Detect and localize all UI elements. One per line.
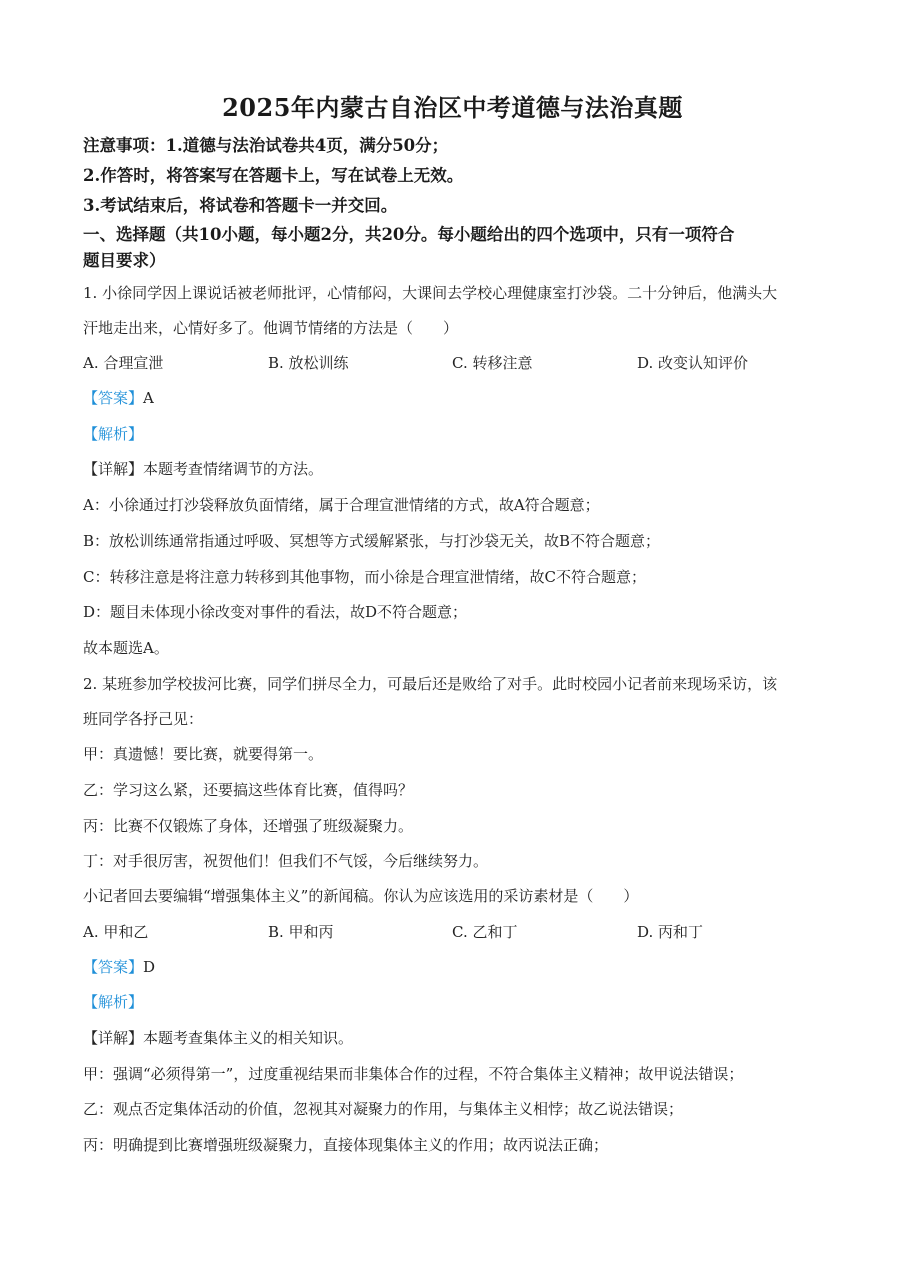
q2-stem-line-5: 丙：比赛不仅锻炼了身体，还增强了班级凝聚力。 [83,817,414,835]
q2-detail-1: 【详解】本题考查集体主义的相关知识。 [83,1029,354,1047]
q2-stem-line-1: 2. 某班参加学校拔河比赛，同学们拼尽全力，可最后还是败给了对手。此时校园小记者前来现场采访，该 [83,675,778,693]
q1-option-c: C. 转移注意 [452,354,533,372]
answer-tag: 【答案】 [83,958,144,976]
q2-detail-2: 甲：强调“必须得第一”，过度重视结果而非集体合作的过程，不符合集体主义精神；故甲说法错误； [83,1065,744,1083]
section-heading: 一、选择题（共10小题，每小题2分，共20分。每小题给出的四个选项中，只有一项符合 [83,225,735,244]
q2-stem-line-3: 甲：真遗憾！要比赛，就要得第一。 [83,745,324,763]
q2-stem-line-2: 班同学各抒己见： [83,710,204,728]
page-title: 2025年内蒙古自治区中考道德与法治真题 [222,93,683,122]
q2-stem-line-6: 丁：对手很厉害，祝贺他们！但我们不气馁，今后继续努力。 [83,852,489,870]
q2-answer [83,956,155,977]
q2-analysis-tag: 【解析】 [83,993,144,1011]
q1-stem-line-2: 汗地走出来，心情好多了。他调节情绪的方法是（ ） [83,319,459,337]
q1-detail-2: A：小徐通过打沙袋释放负面情绪，属于合理宣泄情绪的方式，故A符合题意； [83,496,600,514]
q1-detail-3: B：放松训练通常指通过呼吸、冥想等方式缓解紧张，与打沙袋无关，故B不符合题意； [83,532,661,550]
note-1: 注意事项：1.道德与法治试卷共4页，满分50分； [83,136,449,155]
q1-detail-1: 【详解】本题考查情绪调节的方法。 [83,460,324,478]
note-2: 2.作答时，将答案写在答题卡上，写在试卷上无效。 [83,166,464,185]
answer-value: D [143,958,156,976]
q2-option-a: A. 甲和乙 [83,923,149,941]
answer-value: A [143,389,154,407]
q2-option-d: D. 丙和丁 [637,923,704,941]
q2-stem-line-7: 小记者回去要编辑“增强集体主义”的新闻稿。你认为应该选用的采访素材是（ ） [83,887,639,905]
q2-option-b: B. 甲和丙 [268,923,334,941]
q2-detail-4: 丙：明确提到比赛增强班级凝聚力，直接体现集体主义的作用；故丙说法正确； [83,1136,609,1154]
q1-stem-line-1: 1. 小徐同学因上课说话被老师批评，心情郁闷，大课间去学校心理健康室打沙袋。二十分钟后，他满头大 [83,284,778,302]
q1-answer [83,387,154,408]
q2-detail-3: 乙：观点否定集体活动的价值，忽视其对凝聚力的作用，与集体主义相悖；故乙说法错误； [83,1100,684,1118]
q2-option-c: C. 乙和丁 [452,923,518,941]
q1-option-b: B. 放松训练 [268,354,349,372]
answer-tag: 【答案】 [83,389,144,407]
q1-detail-5: D：题目未体现小徐改变对事件的看法，故D不符合题意； [83,603,468,621]
q1-detail-6: 故本题选A。 [83,639,169,657]
q1-option-a: A. 合理宣泄 [83,354,164,372]
section-heading-cont: 题目要求） [83,251,166,270]
q2-stem-line-4: 乙：学习这么紧，还要搞这些体育比赛，值得吗？ [83,781,414,799]
q1-option-d: D. 改变认知评价 [637,354,749,372]
note-3: 3.考试结束后，将试卷和答题卡一并交回。 [83,196,398,215]
q1-detail-4: C：转移注意是将注意力转移到其他事物，而小徐是合理宣泄情绪，故C不符合题意； [83,568,646,586]
q1-analysis-tag: 【解析】 [83,425,144,443]
